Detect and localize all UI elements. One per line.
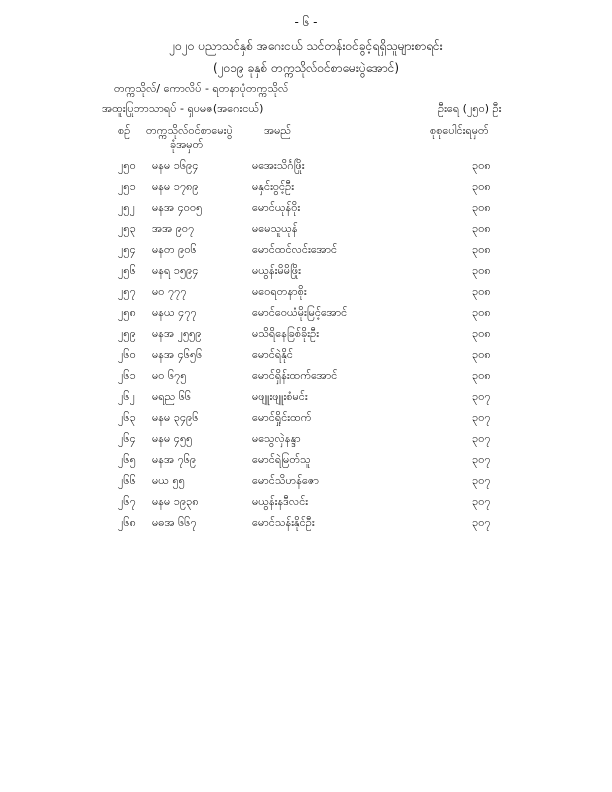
roll-number: မနတ ၉၀၆ (152, 243, 197, 256)
roll-number: မဝ ၆၇၅ (152, 369, 187, 382)
table-row (0, 471, 612, 492)
row-number: ၂၅၆ (118, 264, 136, 277)
total-mark: ၃၀၈ (472, 327, 491, 340)
total-mark: ၃၀၈ (472, 369, 491, 382)
student-name: မောင်သန်းနိုင်ဦး (252, 516, 315, 529)
student-name: မောင်ရှိုင်းထက် (252, 411, 312, 424)
student-name: မမေသူယုန် (252, 222, 298, 235)
student-name: မောင်သိဟန်ဇော (252, 474, 320, 487)
row-number: ၂၆၅ (118, 453, 136, 466)
roll-number: မနမ ၁၉၃၈ (152, 495, 199, 508)
table-row (0, 513, 612, 534)
roll-number: မနယ ၄၇၇ (152, 306, 197, 319)
student-list (0, 156, 612, 534)
row-number: ၂၅၀ (118, 159, 136, 172)
total-mark: ၃၀၈ (472, 159, 491, 172)
table-row (0, 408, 612, 429)
table-row (0, 198, 612, 219)
row-number: ၂၅၈ (118, 306, 136, 319)
major-label: အထူးပြုဘာသာရပ် - ရှပမဇ(အဂေးငယ်) (102, 102, 264, 115)
roll-number: မနအ ၄၆၅၆ (152, 348, 203, 361)
table-row (0, 366, 612, 387)
total-mark: ၃၀၇ (472, 411, 491, 424)
total-mark: ၃၀၇ (472, 474, 491, 487)
document-title: ၂၀၂၀ ပညာသင်နှစ် အဂေးငယ် သင်တန်းဝင်ခွင့်ရရှိသူများစာရင်း (169, 39, 443, 53)
column-header-no: စဉ် (118, 124, 131, 137)
row-number: ၂၅၇ (118, 285, 136, 298)
table-row (0, 156, 612, 177)
total-mark: ၃၀၈ (472, 201, 491, 214)
roll-number: မဓအ ၆၆၇ (152, 516, 197, 529)
student-name: မောင်ထင်လင်းအောင် (252, 243, 338, 256)
page-number: - ၆ - (294, 15, 318, 29)
roll-number: အအ ၉၀၇ (152, 222, 195, 235)
row-number: ၂၆၈ (118, 516, 136, 529)
row-number: ၂၆၄ (118, 432, 136, 445)
table-row (0, 429, 612, 450)
table-row (0, 261, 612, 282)
total-mark: ၃၀၈ (472, 285, 491, 298)
roll-number: မနအ ၄၀၀၅ (152, 201, 203, 214)
table-row (0, 177, 612, 198)
student-name: မယွန်းနဒီလင်း (252, 495, 309, 508)
table-row (0, 387, 612, 408)
roll-number: မနမ ၃၄၉၆ (152, 411, 199, 424)
total-mark: ၃၀၈ (472, 243, 491, 256)
student-name: မောင်ရဲနိုင် (252, 348, 293, 361)
total-mark: ၃၀၇ (472, 453, 491, 466)
row-number: ၂၆၂ (118, 390, 135, 403)
student-name: မအေးသိင်္ဂဖြိုး (252, 159, 305, 172)
university-label: တက္ကသိုလ်/ ကောလိပ် - ရတနာပုံတက္ကသိုလ် (114, 82, 289, 95)
student-name: မဖျူးဖျူးစံမင်း (252, 390, 308, 403)
total-mark: ၃၀၈ (472, 180, 491, 193)
roll-number: မနမ ၁၆၉၄ (152, 159, 199, 172)
table-row (0, 240, 612, 261)
table-row (0, 450, 612, 471)
row-number: ၂၆၁ (118, 369, 136, 382)
column-header-roll: တက္ကသိုလ်ဝင်စာမေးပွဲ (146, 124, 233, 137)
row-number: ၂၆၇ (118, 495, 136, 508)
roll-number: မနရ ၁၅၉၄ (152, 264, 199, 277)
row-number: ၂၅၉ (118, 327, 136, 340)
row-number: ၂၅၂ (118, 201, 135, 214)
student-name: မယွန်းမိမိဖြိုး (252, 264, 301, 277)
total-mark: ၃၀၇ (472, 516, 491, 529)
roll-number: မရည ၆၆ (152, 390, 192, 403)
row-number: ၂၆၆ (118, 474, 136, 487)
student-name: မောင်ရဲမြတ်သူ (252, 453, 311, 466)
row-number: ၂၆၀ (118, 348, 136, 361)
total-mark: ၃၀၈ (472, 222, 491, 235)
row-number: ၂၆၃ (118, 411, 136, 424)
student-name: မောင်ရှိန်းထက်အောင် (252, 369, 338, 382)
total-count-label: ဦးရေ (၂၅၀) ဦး (438, 102, 502, 115)
student-name: မနှင်းဝွင့်ဦး (252, 180, 295, 193)
table-row (0, 303, 612, 324)
student-name: မောင်ဝေယံမိုးမြင့်အောင် (252, 306, 348, 319)
total-mark: ၃၀၈ (472, 264, 491, 277)
table-row (0, 324, 612, 345)
table-row (0, 492, 612, 513)
row-number: ၂၅၁ (118, 180, 136, 193)
table-row (0, 219, 612, 240)
column-header-roll-sub: ခုံအမှတ် (170, 138, 204, 151)
roll-number: မနအ ၂၅၅၉ (152, 327, 202, 340)
roll-number: မနမ ၁၇၈၉ (152, 180, 199, 193)
roll-number: မနအ ၇၆၉ (152, 453, 197, 466)
column-header-mark: စုစုပေါင်းရမှတ် (430, 124, 489, 137)
roll-number: မနမ ၄၅၅ (152, 432, 193, 445)
column-header-name: အမည် (264, 124, 292, 137)
total-mark: ၃၀၇ (472, 432, 491, 445)
total-mark: ၃၀၈ (472, 348, 491, 361)
total-mark: ၃၀၇ (472, 390, 491, 403)
total-mark: ၃၀၇ (472, 495, 491, 508)
total-mark: ၃၀၈ (472, 306, 491, 319)
document-subtitle: (၂၀၁၉ ခုနှစ် တက္ကသိုလ်ဝင်စာမေးပွဲအောင်) (212, 61, 400, 75)
row-number: ၂၅၄ (118, 243, 136, 256)
table-row (0, 345, 612, 366)
student-name: မသွေလှဲနန္ဒာ (252, 432, 301, 445)
row-number: ၂၅၃ (118, 222, 136, 235)
roll-number: မယ ၅၅ (152, 474, 185, 487)
roll-number: မဝ ၇၇၇ (152, 285, 187, 298)
table-row (0, 282, 612, 303)
student-name: မသိရိနေခြစ်ခိုးဦး (252, 327, 319, 340)
student-name: မဝေရတနာစိုး (252, 285, 307, 298)
student-name: မောင်ယုန်ဝိုး (252, 201, 301, 214)
